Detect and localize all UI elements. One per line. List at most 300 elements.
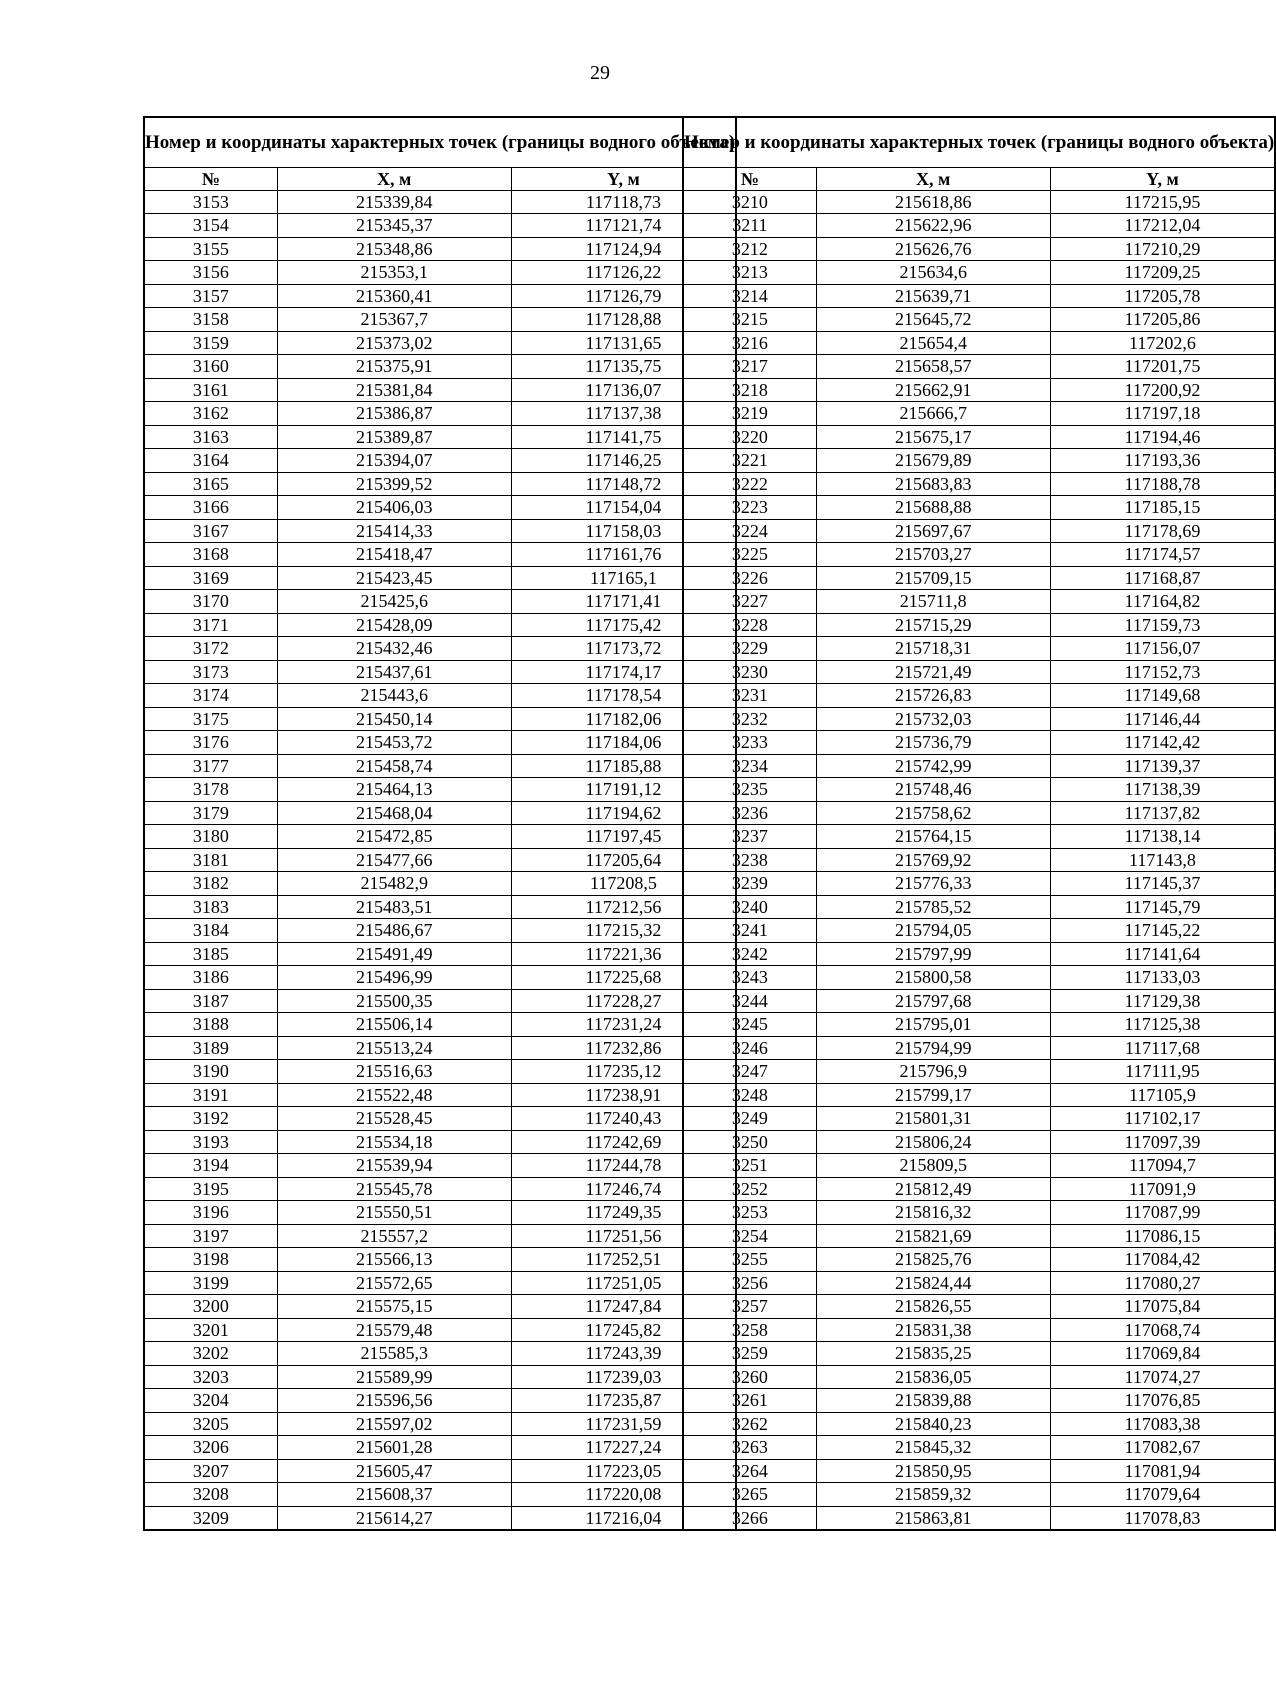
- point-number-cell: 3201: [144, 1318, 277, 1342]
- y-coordinate-cell: 117161,76: [511, 543, 736, 567]
- y-coordinate-cell: 117171,41: [511, 590, 736, 614]
- point-number-cell: 3168: [144, 543, 277, 567]
- point-number-cell: 3261: [683, 1389, 816, 1413]
- table-row: [683, 1459, 1275, 1483]
- y-coordinate-cell: 117174,17: [511, 660, 736, 684]
- table-row: [144, 449, 736, 473]
- x-coordinate-cell: 215572,65: [277, 1271, 511, 1295]
- y-coordinate-cell: 117121,74: [511, 214, 736, 238]
- table-row: [144, 989, 736, 1013]
- y-coordinate-cell: 117142,42: [1050, 731, 1275, 755]
- table-row: [683, 1365, 1275, 1389]
- x-coordinate-cell: 215709,15: [816, 566, 1050, 590]
- y-coordinate-cell: 117191,12: [511, 778, 736, 802]
- point-number-cell: 3204: [144, 1389, 277, 1413]
- point-number-cell: 3162: [144, 402, 277, 426]
- x-coordinate-cell: 215863,81: [816, 1506, 1050, 1530]
- y-coordinate-cell: 117138,14: [1050, 825, 1275, 849]
- y-coordinate-cell: 117080,27: [1050, 1271, 1275, 1295]
- point-number-cell: 3182: [144, 872, 277, 896]
- point-number-cell: 3154: [144, 214, 277, 238]
- x-coordinate-cell: 215375,91: [277, 355, 511, 379]
- x-coordinate-cell: 215608,37: [277, 1483, 511, 1507]
- y-coordinate-cell: 117235,12: [511, 1060, 736, 1084]
- point-number-cell: 3179: [144, 801, 277, 825]
- point-number-cell: 3222: [683, 472, 816, 496]
- table-row: [683, 942, 1275, 966]
- table-row: [144, 637, 736, 661]
- point-number-cell: 3160: [144, 355, 277, 379]
- x-coordinate-cell: 215796,9: [816, 1060, 1050, 1084]
- x-coordinate-cell: 215835,25: [816, 1342, 1050, 1366]
- y-coordinate-cell: 117231,24: [511, 1013, 736, 1037]
- point-number-cell: 3200: [144, 1295, 277, 1319]
- point-number-cell: 3171: [144, 613, 277, 637]
- point-number-cell: 3248: [683, 1083, 816, 1107]
- table-row: [683, 519, 1275, 543]
- y-coordinate-cell: 117152,73: [1050, 660, 1275, 684]
- point-number-cell: 3209: [144, 1506, 277, 1530]
- y-coordinate-cell: 117244,78: [511, 1154, 736, 1178]
- table-row: [144, 1036, 736, 1060]
- x-coordinate-cell: 215801,31: [816, 1107, 1050, 1131]
- point-number-cell: 3258: [683, 1318, 816, 1342]
- x-coordinate-cell: 215679,89: [816, 449, 1050, 473]
- point-number-cell: 3242: [683, 942, 816, 966]
- x-coordinate-cell: 215658,57: [816, 355, 1050, 379]
- y-coordinate-cell: 117141,64: [1050, 942, 1275, 966]
- x-coordinate-cell: 215367,7: [277, 308, 511, 332]
- table-row: [144, 1365, 736, 1389]
- x-coordinate-cell: 215797,68: [816, 989, 1050, 1013]
- y-coordinate-cell: 117194,46: [1050, 425, 1275, 449]
- point-number-cell: 3181: [144, 848, 277, 872]
- x-coordinate-cell: 215795,01: [816, 1013, 1050, 1037]
- y-coordinate-cell: 117084,42: [1050, 1248, 1275, 1272]
- point-number-cell: 3192: [144, 1107, 277, 1131]
- table-row: [144, 1483, 736, 1507]
- point-number-cell: 3219: [683, 402, 816, 426]
- point-number-cell: 3228: [683, 613, 816, 637]
- point-number-cell: 3235: [683, 778, 816, 802]
- x-coordinate-cell: 215496,99: [277, 966, 511, 990]
- point-number-cell: 3159: [144, 331, 277, 355]
- table-row: [683, 731, 1275, 755]
- table-row: [144, 848, 736, 872]
- y-coordinate-cell: 117126,79: [511, 284, 736, 308]
- table-row: [144, 331, 736, 355]
- y-coordinate-cell: 117197,18: [1050, 402, 1275, 426]
- point-number-cell: 3230: [683, 660, 816, 684]
- point-number-cell: 3184: [144, 919, 277, 943]
- x-coordinate-cell: 215850,95: [816, 1459, 1050, 1483]
- table-row: [683, 566, 1275, 590]
- point-number-cell: 3250: [683, 1130, 816, 1154]
- x-coordinate-cell: 215859,32: [816, 1483, 1050, 1507]
- y-coordinate-cell: 117246,74: [511, 1177, 736, 1201]
- y-coordinate-cell: 117074,27: [1050, 1365, 1275, 1389]
- table-row: [144, 660, 736, 684]
- point-number-cell: 3266: [683, 1506, 816, 1530]
- point-number-cell: 3252: [683, 1177, 816, 1201]
- table-row: [683, 1130, 1275, 1154]
- y-coordinate-cell: 117228,27: [511, 989, 736, 1013]
- table-row: [144, 613, 736, 637]
- table-row: [683, 707, 1275, 731]
- x-coordinate-cell: 215472,85: [277, 825, 511, 849]
- table-row: [683, 402, 1275, 426]
- x-coordinate-cell: 215666,7: [816, 402, 1050, 426]
- point-number-cell: 3255: [683, 1248, 816, 1272]
- point-number-cell: 3254: [683, 1224, 816, 1248]
- y-coordinate-cell: 117220,08: [511, 1483, 736, 1507]
- table-row: [144, 1248, 736, 1272]
- table-row: [144, 1436, 736, 1460]
- y-coordinate-cell: 117145,22: [1050, 919, 1275, 943]
- x-coordinate-cell: 215428,09: [277, 613, 511, 637]
- point-number-cell: 3232: [683, 707, 816, 731]
- table-row: [144, 1060, 736, 1084]
- x-coordinate-cell: 215597,02: [277, 1412, 511, 1436]
- point-number-cell: 3220: [683, 425, 816, 449]
- table-body-left: [144, 190, 736, 1530]
- point-number-cell: 3186: [144, 966, 277, 990]
- point-number-cell: 3196: [144, 1201, 277, 1225]
- x-coordinate-cell: 215545,78: [277, 1177, 511, 1201]
- x-coordinate-cell: 215389,87: [277, 425, 511, 449]
- y-coordinate-cell: 117174,57: [1050, 543, 1275, 567]
- point-number-cell: 3225: [683, 543, 816, 567]
- y-coordinate-cell: 117197,45: [511, 825, 736, 849]
- x-coordinate-cell: 215386,87: [277, 402, 511, 426]
- y-coordinate-cell: 117075,84: [1050, 1295, 1275, 1319]
- x-coordinate-cell: 215824,44: [816, 1271, 1050, 1295]
- table-row: [144, 1224, 736, 1248]
- point-number-cell: 3213: [683, 261, 816, 285]
- y-coordinate-cell: 117208,5: [511, 872, 736, 896]
- y-coordinate-cell: 117145,37: [1050, 872, 1275, 896]
- y-coordinate-cell: 117178,69: [1050, 519, 1275, 543]
- y-coordinate-cell: 117205,86: [1050, 308, 1275, 332]
- point-number-cell: 3218: [683, 378, 816, 402]
- table-row: [683, 214, 1275, 238]
- x-coordinate-cell: 215812,49: [816, 1177, 1050, 1201]
- table-row: [683, 1389, 1275, 1413]
- point-number-cell: 3208: [144, 1483, 277, 1507]
- table-row: [683, 331, 1275, 355]
- table-row: [683, 543, 1275, 567]
- point-number-cell: 3246: [683, 1036, 816, 1060]
- x-coordinate-cell: 215458,74: [277, 754, 511, 778]
- point-number-cell: 3202: [144, 1342, 277, 1366]
- y-coordinate-cell: 117239,03: [511, 1365, 736, 1389]
- y-coordinate-cell: 117168,87: [1050, 566, 1275, 590]
- table-row: [144, 1318, 736, 1342]
- point-number-cell: 3253: [683, 1201, 816, 1225]
- point-number-cell: 3158: [144, 308, 277, 332]
- point-number-cell: 3180: [144, 825, 277, 849]
- point-number-cell: 3185: [144, 942, 277, 966]
- table-row: [144, 1506, 736, 1530]
- point-number-cell: 3166: [144, 496, 277, 520]
- table-row: [144, 308, 736, 332]
- table-row: [683, 1107, 1275, 1131]
- x-coordinate-cell: 215453,72: [277, 731, 511, 755]
- y-coordinate-cell: 117125,38: [1050, 1013, 1275, 1037]
- y-coordinate-cell: 117136,07: [511, 378, 736, 402]
- y-coordinate-cell: 117175,42: [511, 613, 736, 637]
- point-number-cell: 3234: [683, 754, 816, 778]
- x-coordinate-cell: 215353,1: [277, 261, 511, 285]
- table-row: [683, 825, 1275, 849]
- y-coordinate-cell: 117212,04: [1050, 214, 1275, 238]
- x-coordinate-cell: 215836,05: [816, 1365, 1050, 1389]
- x-coordinate-cell: 215806,24: [816, 1130, 1050, 1154]
- point-number-cell: 3206: [144, 1436, 277, 1460]
- y-coordinate-cell: 117223,05: [511, 1459, 736, 1483]
- x-coordinate-cell: 215654,4: [816, 331, 1050, 355]
- x-coordinate-cell: 215339,84: [277, 190, 511, 214]
- y-coordinate-cell: 117232,86: [511, 1036, 736, 1060]
- x-coordinate-cell: 215345,37: [277, 214, 511, 238]
- table-row: [144, 731, 736, 755]
- point-number-cell: 3212: [683, 237, 816, 261]
- y-coordinate-cell: 117154,04: [511, 496, 736, 520]
- table-row: [683, 778, 1275, 802]
- point-number-cell: 3191: [144, 1083, 277, 1107]
- y-coordinate-cell: 117159,73: [1050, 613, 1275, 637]
- x-coordinate-cell: 215406,03: [277, 496, 511, 520]
- point-number-cell: 3207: [144, 1459, 277, 1483]
- point-number-cell: 3243: [683, 966, 816, 990]
- table-row: [683, 754, 1275, 778]
- y-coordinate-cell: 117205,78: [1050, 284, 1275, 308]
- x-coordinate-cell: 215605,47: [277, 1459, 511, 1483]
- table-title: Номер и координаты характерных точек (границы водного объекта): [683, 117, 1275, 167]
- table-row: [144, 1177, 736, 1201]
- table-row: [144, 1201, 736, 1225]
- table-row: [144, 966, 736, 990]
- table-row: [144, 519, 736, 543]
- point-number-cell: 3165: [144, 472, 277, 496]
- y-coordinate-cell: 117215,95: [1050, 190, 1275, 214]
- x-coordinate-cell: 215589,99: [277, 1365, 511, 1389]
- point-number-cell: 3259: [683, 1342, 816, 1366]
- x-coordinate-cell: 215839,88: [816, 1389, 1050, 1413]
- x-coordinate-cell: 215831,38: [816, 1318, 1050, 1342]
- y-coordinate-cell: 117164,82: [1050, 590, 1275, 614]
- x-coordinate-cell: 215626,76: [816, 237, 1050, 261]
- x-coordinate-cell: 215794,05: [816, 919, 1050, 943]
- y-coordinate-cell: 117185,88: [511, 754, 736, 778]
- point-number-cell: 3195: [144, 1177, 277, 1201]
- point-number-cell: 3247: [683, 1060, 816, 1084]
- table-row: [683, 1154, 1275, 1178]
- table-row: [144, 1107, 736, 1131]
- y-coordinate-cell: 117216,04: [511, 1506, 736, 1530]
- x-coordinate-cell: 215800,58: [816, 966, 1050, 990]
- y-coordinate-cell: 117143,8: [1050, 848, 1275, 872]
- y-coordinate-cell: 117141,75: [511, 425, 736, 449]
- y-coordinate-cell: 117138,39: [1050, 778, 1275, 802]
- table-row: [683, 848, 1275, 872]
- table-row: [683, 472, 1275, 496]
- y-coordinate-cell: 117193,36: [1050, 449, 1275, 473]
- x-coordinate-cell: 215688,88: [816, 496, 1050, 520]
- y-coordinate-cell: 117209,25: [1050, 261, 1275, 285]
- point-number-cell: 3210: [683, 190, 816, 214]
- y-coordinate-cell: 117200,92: [1050, 378, 1275, 402]
- table-row: [144, 872, 736, 896]
- point-number-cell: 3229: [683, 637, 816, 661]
- coordinates-table-left: [143, 116, 737, 1531]
- x-coordinate-cell: 215821,69: [816, 1224, 1050, 1248]
- x-coordinate-cell: 215425,6: [277, 590, 511, 614]
- point-number-cell: 3231: [683, 684, 816, 708]
- x-coordinate-cell: 215468,04: [277, 801, 511, 825]
- x-coordinate-cell: 215683,83: [816, 472, 1050, 496]
- table-row: [683, 966, 1275, 990]
- table-row: [683, 1248, 1275, 1272]
- point-number-cell: 3226: [683, 566, 816, 590]
- y-coordinate-cell: 117079,64: [1050, 1483, 1275, 1507]
- table-row: [683, 237, 1275, 261]
- table-row: [683, 872, 1275, 896]
- table-row: [144, 284, 736, 308]
- table-row: [144, 378, 736, 402]
- y-coordinate-cell: 117225,68: [511, 966, 736, 990]
- x-coordinate-cell: 215662,91: [816, 378, 1050, 402]
- x-coordinate-cell: 215394,07: [277, 449, 511, 473]
- point-number-cell: 3249: [683, 1107, 816, 1131]
- y-coordinate-cell: 117240,43: [511, 1107, 736, 1131]
- y-coordinate-cell: 117145,79: [1050, 895, 1275, 919]
- table-row: [683, 895, 1275, 919]
- table-row: [144, 919, 736, 943]
- table-row: [144, 1389, 736, 1413]
- table-row: [144, 801, 736, 825]
- x-coordinate-cell: 215443,6: [277, 684, 511, 708]
- y-coordinate-cell: 117245,82: [511, 1318, 736, 1342]
- table-row: [683, 1036, 1275, 1060]
- table-row: [683, 1060, 1275, 1084]
- point-number-cell: 3257: [683, 1295, 816, 1319]
- point-number-cell: 3175: [144, 707, 277, 731]
- table-row: [144, 543, 736, 567]
- y-coordinate-cell: 117137,38: [511, 402, 736, 426]
- point-number-cell: 3214: [683, 284, 816, 308]
- y-coordinate-cell: 117148,72: [511, 472, 736, 496]
- table-row: [144, 1271, 736, 1295]
- x-coordinate-cell: 215450,14: [277, 707, 511, 731]
- table-row: [683, 449, 1275, 473]
- coordinates-table-right: [682, 116, 1276, 1531]
- y-coordinate-cell: 117105,9: [1050, 1083, 1275, 1107]
- y-coordinate-cell: 117249,35: [511, 1201, 736, 1225]
- y-coordinate-cell: 117251,56: [511, 1224, 736, 1248]
- x-coordinate-cell: 215550,51: [277, 1201, 511, 1225]
- y-coordinate-cell: 117251,05: [511, 1271, 736, 1295]
- x-coordinate-cell: 215721,49: [816, 660, 1050, 684]
- x-coordinate-cell: 215736,79: [816, 731, 1050, 755]
- y-coordinate-cell: 117173,72: [511, 637, 736, 661]
- x-coordinate-cell: 215622,96: [816, 214, 1050, 238]
- x-coordinate-cell: 215423,45: [277, 566, 511, 590]
- table-row: [683, 1295, 1275, 1319]
- x-coordinate-cell: 215522,48: [277, 1083, 511, 1107]
- point-number-cell: 3233: [683, 731, 816, 755]
- table-row: [683, 496, 1275, 520]
- y-coordinate-cell: 117210,29: [1050, 237, 1275, 261]
- table-row: [683, 425, 1275, 449]
- x-coordinate-cell: 215718,31: [816, 637, 1050, 661]
- table-row: [144, 825, 736, 849]
- x-coordinate-cell: 215748,46: [816, 778, 1050, 802]
- x-coordinate-cell: 215634,6: [816, 261, 1050, 285]
- y-coordinate-cell: 117081,94: [1050, 1459, 1275, 1483]
- point-number-cell: 3161: [144, 378, 277, 402]
- point-number-cell: 3205: [144, 1412, 277, 1436]
- table-row: [683, 284, 1275, 308]
- y-coordinate-cell: 117212,56: [511, 895, 736, 919]
- table-row: [144, 1154, 736, 1178]
- y-coordinate-cell: 117242,69: [511, 1130, 736, 1154]
- x-coordinate-cell: 215825,76: [816, 1248, 1050, 1272]
- table-row: [683, 190, 1275, 214]
- table-row: [144, 425, 736, 449]
- point-number-cell: 3156: [144, 261, 277, 285]
- y-coordinate-cell: 117227,24: [511, 1436, 736, 1460]
- table-title: Номер и координаты характерных точек (границы водного объекта): [144, 117, 736, 167]
- y-coordinate-cell: 117131,65: [511, 331, 736, 355]
- table-row: [683, 355, 1275, 379]
- point-number-cell: 3167: [144, 519, 277, 543]
- table-row: [144, 1342, 736, 1366]
- column-header-number: №: [683, 167, 816, 190]
- point-number-cell: 3216: [683, 331, 816, 355]
- table-row: [144, 1295, 736, 1319]
- x-coordinate-cell: 215500,35: [277, 989, 511, 1013]
- y-coordinate-cell: 117129,38: [1050, 989, 1275, 1013]
- table-row: [683, 1412, 1275, 1436]
- point-number-cell: 3245: [683, 1013, 816, 1037]
- y-coordinate-cell: 117149,68: [1050, 684, 1275, 708]
- table-body-right: [683, 190, 1275, 1530]
- table-row: [683, 378, 1275, 402]
- y-coordinate-cell: 117231,59: [511, 1412, 736, 1436]
- x-coordinate-cell: 215697,67: [816, 519, 1050, 543]
- table-row: [683, 637, 1275, 661]
- point-number-cell: 3172: [144, 637, 277, 661]
- y-coordinate-cell: 117252,51: [511, 1248, 736, 1272]
- x-coordinate-cell: 215726,83: [816, 684, 1050, 708]
- y-coordinate-cell: 117094,7: [1050, 1154, 1275, 1178]
- column-header-y: Y, м: [1050, 167, 1275, 190]
- point-number-cell: 3170: [144, 590, 277, 614]
- y-coordinate-cell: 117139,37: [1050, 754, 1275, 778]
- x-coordinate-cell: 215381,84: [277, 378, 511, 402]
- x-coordinate-cell: 215614,27: [277, 1506, 511, 1530]
- table-row: [683, 1201, 1275, 1225]
- table-row: [683, 613, 1275, 637]
- y-coordinate-cell: 117126,22: [511, 261, 736, 285]
- table-row: [683, 590, 1275, 614]
- point-number-cell: 3263: [683, 1436, 816, 1460]
- table-row: [144, 590, 736, 614]
- table-row: [144, 895, 736, 919]
- x-coordinate-cell: 215816,32: [816, 1201, 1050, 1225]
- y-coordinate-cell: 117158,03: [511, 519, 736, 543]
